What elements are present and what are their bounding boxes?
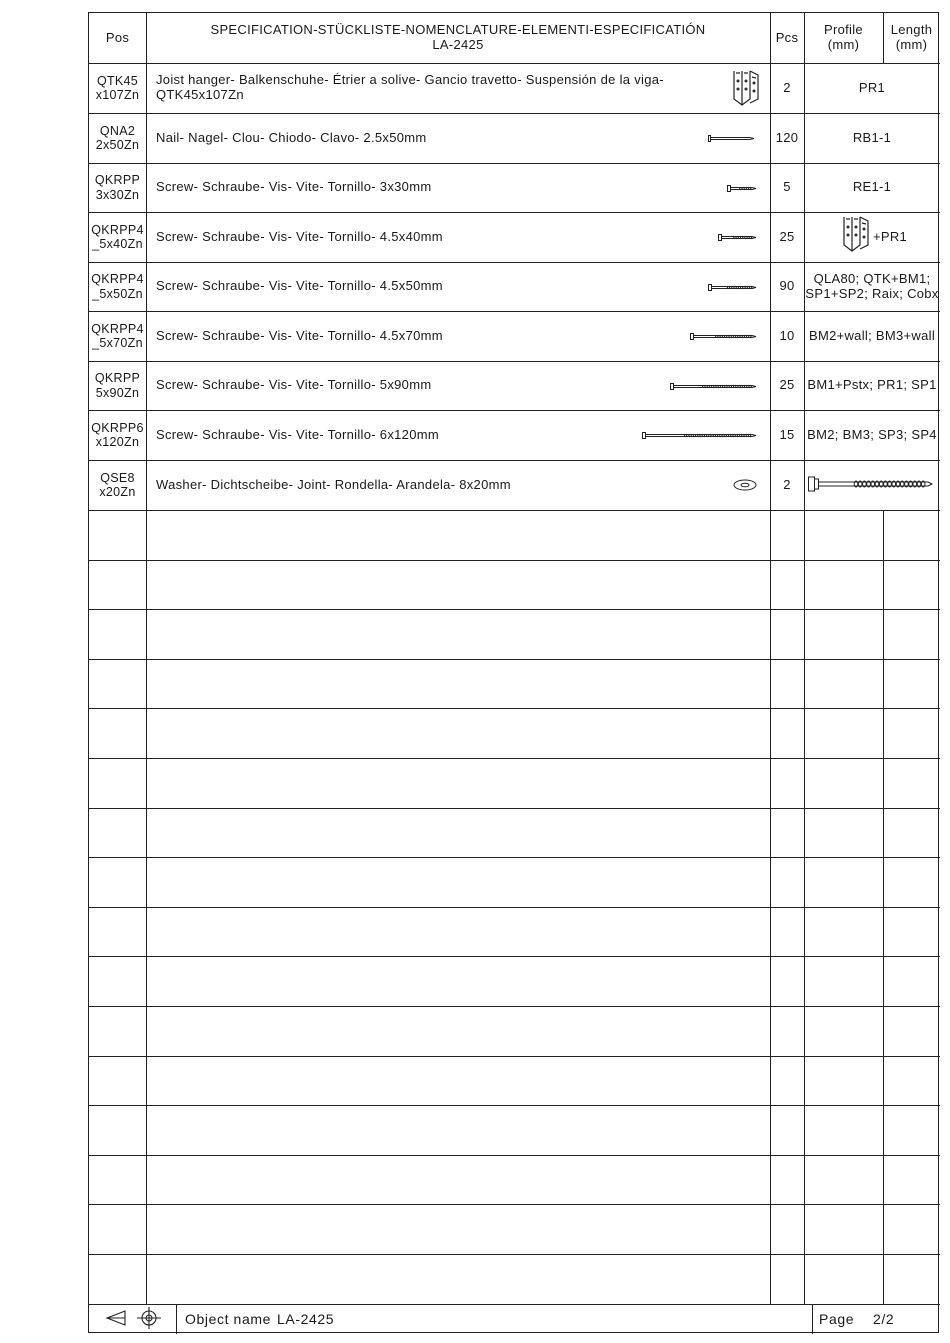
pos-stack — [91, 322, 144, 351]
pcs-value: 10 — [779, 327, 795, 343]
pos-stack — [99, 471, 135, 500]
profile-stack — [859, 81, 885, 96]
description-cell — [146, 311, 770, 361]
pos-size: 5x90Zn — [95, 385, 140, 400]
screw-short-icon — [727, 184, 757, 193]
pcs-cell — [770, 410, 804, 460]
profile-cell — [804, 311, 940, 361]
profile-stack — [853, 180, 891, 195]
description-text: Screw- Schraube- Vis- Vite- Tornillo- 3x30mm — [156, 179, 432, 195]
description-cell — [146, 262, 770, 311]
pcs-value: 2 — [783, 476, 791, 492]
pos-size: x120Zn — [95, 435, 140, 449]
pos-cell — [89, 113, 146, 163]
row-divider — [89, 1056, 940, 1057]
description-cell — [146, 63, 770, 113]
projection-symbol-icon — [103, 1307, 165, 1329]
pcs-cell — [770, 460, 804, 510]
profile-stack — [853, 131, 891, 146]
header-pos — [89, 13, 146, 63]
pcs-cell — [770, 113, 804, 163]
row-divider — [89, 1254, 940, 1255]
pos-size: 2x50Zn — [95, 138, 140, 152]
description-stack — [156, 131, 427, 146]
pos-cell — [89, 163, 146, 212]
pos-code: QKRPP4 — [91, 321, 144, 336]
profile-value: PR1 — [858, 79, 886, 95]
pcs-value: 15 — [779, 426, 795, 442]
pcs-value: 90 — [779, 278, 795, 294]
pos-cell — [89, 262, 146, 311]
profile-cell — [804, 212, 940, 262]
pos-cell — [89, 361, 146, 410]
header-pos-label: Pos — [105, 29, 130, 45]
pcs-cell — [770, 262, 804, 311]
description-stack — [156, 73, 664, 103]
specification-sheet — [88, 12, 939, 1333]
header-length-stack — [891, 23, 933, 53]
screw-120-icon — [642, 431, 758, 440]
footer-divider — [176, 1304, 177, 1334]
description-stack — [156, 279, 443, 294]
pos-size: 3x30Zn — [95, 187, 140, 202]
profile-cell — [804, 113, 940, 163]
description-stack — [156, 478, 511, 493]
pos-code: QSE8 — [100, 470, 135, 485]
pos-size: _5x70Zn — [92, 336, 143, 350]
row-divider — [89, 956, 940, 957]
row-divider — [89, 708, 940, 709]
row-divider — [89, 1006, 940, 1007]
profile-cell — [804, 163, 940, 212]
profile-cell — [804, 262, 940, 311]
profile-cell — [804, 361, 940, 410]
pcs-value: 5 — [783, 179, 791, 195]
profile-stack — [809, 329, 935, 344]
pcs-cell — [770, 311, 804, 361]
pos-size: x20Zn — [99, 485, 136, 499]
description-text: Screw- Schraube- Vis- Vite- Tornillo- 4.5x70mm — [156, 327, 443, 343]
pos-code: QKRPP — [94, 173, 141, 188]
pcs-value: 25 — [779, 228, 795, 244]
pos-cell — [89, 63, 146, 113]
description-cell — [146, 113, 770, 163]
screw-70-icon — [690, 332, 758, 341]
profile-cell — [804, 63, 940, 113]
row-divider — [89, 1155, 940, 1156]
row-divider — [89, 659, 940, 660]
header-length-line2: (mm) — [895, 37, 928, 52]
description-cell — [146, 163, 770, 212]
row-divider — [89, 907, 940, 908]
screw-90-icon — [670, 382, 758, 391]
header-profile-line2: (mm) — [827, 37, 860, 52]
header-length-line1: Length — [890, 22, 933, 38]
header-title-stack — [210, 23, 705, 53]
footer-divider — [812, 1304, 813, 1334]
description-stack — [156, 180, 431, 195]
object-name-label — [185, 1304, 271, 1334]
pos-size: _5x40Zn — [92, 237, 143, 251]
object-name-value-text: LA-2425 — [277, 1311, 335, 1327]
row-divider — [89, 609, 940, 610]
profile-stack — [805, 272, 938, 302]
profile-value: BM2+wall; BM3+wall — [808, 327, 936, 343]
description-stack — [156, 378, 431, 393]
pos-code: QNA2 — [99, 123, 136, 138]
page-number-text: 2/2 — [873, 1311, 895, 1327]
description-stack — [156, 230, 443, 245]
row-divider — [89, 808, 940, 809]
description-text: Screw- Schraube- Vis- Vite- Tornillo- 4.5x50mm — [156, 278, 443, 294]
pos-stack — [96, 124, 140, 153]
profile-value-line2: SP1+SP2; Raix; Cobx — [805, 285, 939, 301]
header-pcs-label: Pcs — [775, 29, 799, 45]
pos-stack — [91, 421, 144, 450]
joist-hanger-icon — [840, 215, 870, 255]
pcs-cell — [770, 163, 804, 212]
row-divider — [89, 560, 940, 561]
row-divider — [89, 758, 940, 759]
pos-stack — [91, 272, 144, 301]
description-text: Screw- Schraube- Vis- Vite- Tornillo- 5x90mm — [156, 377, 432, 393]
row-divider — [89, 1204, 940, 1205]
row-divider — [89, 510, 940, 511]
row-divider — [89, 857, 940, 858]
pos-size: _5x50Zn — [92, 286, 143, 301]
page-label — [819, 1304, 854, 1334]
pcs-cell — [770, 361, 804, 410]
pcs-cell — [770, 212, 804, 262]
description-text: Nail- Nagel- Clou- Chiodo- Clavo- 2.5x50mm — [156, 129, 427, 145]
column-divider — [883, 510, 884, 1304]
header-title — [146, 13, 770, 63]
pos-size: x107Zn — [95, 88, 140, 102]
washer-icon — [733, 479, 758, 492]
description-stack — [156, 329, 443, 344]
description-text: Screw- Schraube- Vis- Vite- Tornillo- 4.5x40mm — [156, 228, 443, 244]
header-length — [883, 13, 940, 63]
pos-code: QKRPP4 — [91, 222, 144, 237]
pos-cell — [89, 460, 146, 510]
profile-value: QLA80; QTK+BM1; — [813, 270, 931, 286]
profile-value: BM1+Pstx; PR1; SP1 — [807, 377, 937, 393]
profile-cell — [804, 410, 940, 460]
screw-50-icon — [708, 283, 758, 292]
header-profile-line1: Profile — [824, 22, 863, 38]
description-cell — [146, 212, 770, 262]
pos-stack — [95, 371, 140, 400]
joist-hanger-icon — [730, 69, 760, 107]
page-label-text: Page — [819, 1311, 855, 1327]
page-number — [873, 1304, 894, 1334]
bolt-icon — [808, 475, 934, 493]
pos-stack — [96, 74, 140, 103]
header-title-line2: LA-2425 — [432, 37, 484, 52]
description-cell — [146, 460, 770, 510]
description-text: Joist hanger- Balkenschuhe- Étrier a solive- Gancio travetto- Suspensión de la viga- — [156, 72, 664, 88]
pos-stack — [95, 173, 140, 202]
pcs-value: 120 — [775, 129, 799, 145]
header-title-line1: SPECIFICATION-STÜCKLISTE-NOMENCLATURE-ELEMENTI-ESPECIFICATIÓN — [210, 22, 706, 38]
screw-40-icon — [718, 233, 758, 242]
pos-code: QKRPP4 — [91, 272, 144, 287]
pcs-value: 2 — [783, 79, 791, 95]
pos-code: QKRPP6 — [91, 420, 144, 435]
profile-value: +PR1 — [872, 228, 908, 244]
row-divider — [89, 1105, 940, 1106]
header-pcs — [770, 13, 804, 63]
description-text: Screw- Schraube- Vis- Vite- Tornillo- 6x120mm — [156, 426, 439, 442]
object-name-value — [277, 1304, 334, 1334]
nail-icon — [708, 134, 756, 143]
profile-value: BM2; BM3; SP3; SP4 — [807, 426, 937, 442]
pos-cell — [89, 410, 146, 460]
profile-value: RE1-1 — [852, 179, 892, 195]
description-subtext: QTK45x107Zn — [156, 87, 244, 102]
profile-stack — [873, 230, 907, 245]
pos-code: QKRPP — [94, 371, 141, 386]
profile-stack — [807, 378, 936, 393]
profile-stack — [807, 428, 937, 443]
object-name-text: Object name — [185, 1311, 271, 1327]
pos-cell — [89, 311, 146, 361]
pos-cell — [89, 212, 146, 262]
description-text: Washer- Dichtscheibe- Joint- Rondella- Arandela- 8x20mm — [156, 476, 511, 492]
profile-value: RB1-1 — [852, 129, 892, 145]
pos-code: QTK45 — [96, 73, 139, 88]
pcs-cell — [770, 63, 804, 113]
header-profile-stack — [824, 23, 863, 53]
description-stack — [156, 428, 439, 443]
header-profile — [804, 13, 883, 63]
pcs-value: 25 — [779, 377, 795, 393]
pos-stack — [91, 223, 144, 252]
